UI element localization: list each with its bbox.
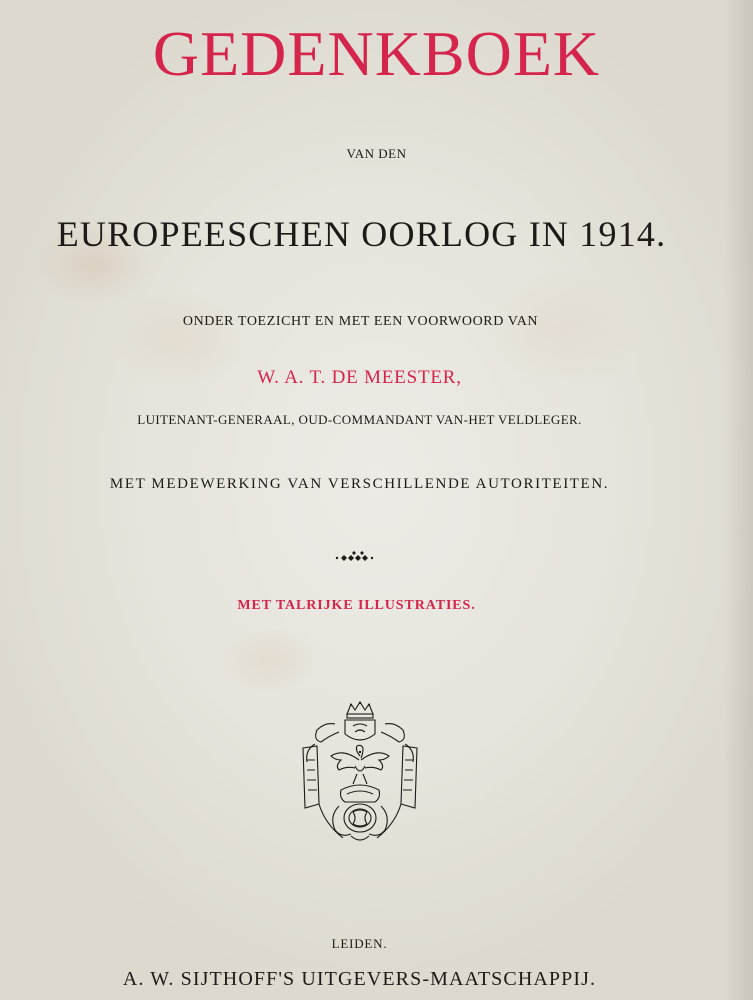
- supervision-line: ONDER TOEZICHT EN MET EEN VOORWOORD VAN: [182, 314, 539, 329]
- book-title: GEDENKBOEK: [152, 18, 601, 89]
- publisher-city: LEIDEN.: [331, 936, 388, 951]
- editor-role: LUITENANT-GENERAAL, OUD-COMMANDANT VAN-HET VELDLEGER.: [137, 412, 582, 427]
- editor-name: W. A. T. DE MEESTER,: [257, 367, 462, 388]
- main-subject: EUROPEESCHEN OORLOG IN 1914.: [56, 214, 667, 254]
- diamond-dots-ornament-icon: [0, 551, 753, 565]
- subtitle-connector: VAN DEN: [346, 146, 407, 161]
- publisher-crest-icon: [295, 700, 425, 845]
- illustrations-line: MET TALRIJKE ILLUSTRATIES.: [237, 598, 476, 613]
- publisher-name: A. W. SIJTHOFF'S UITGEVERS-MAATSCHAPPIJ.: [122, 968, 597, 990]
- cooperation-line: MET MEDEWERKING VAN VERSCHILLENDE AUTORITEITEN.: [109, 476, 610, 492]
